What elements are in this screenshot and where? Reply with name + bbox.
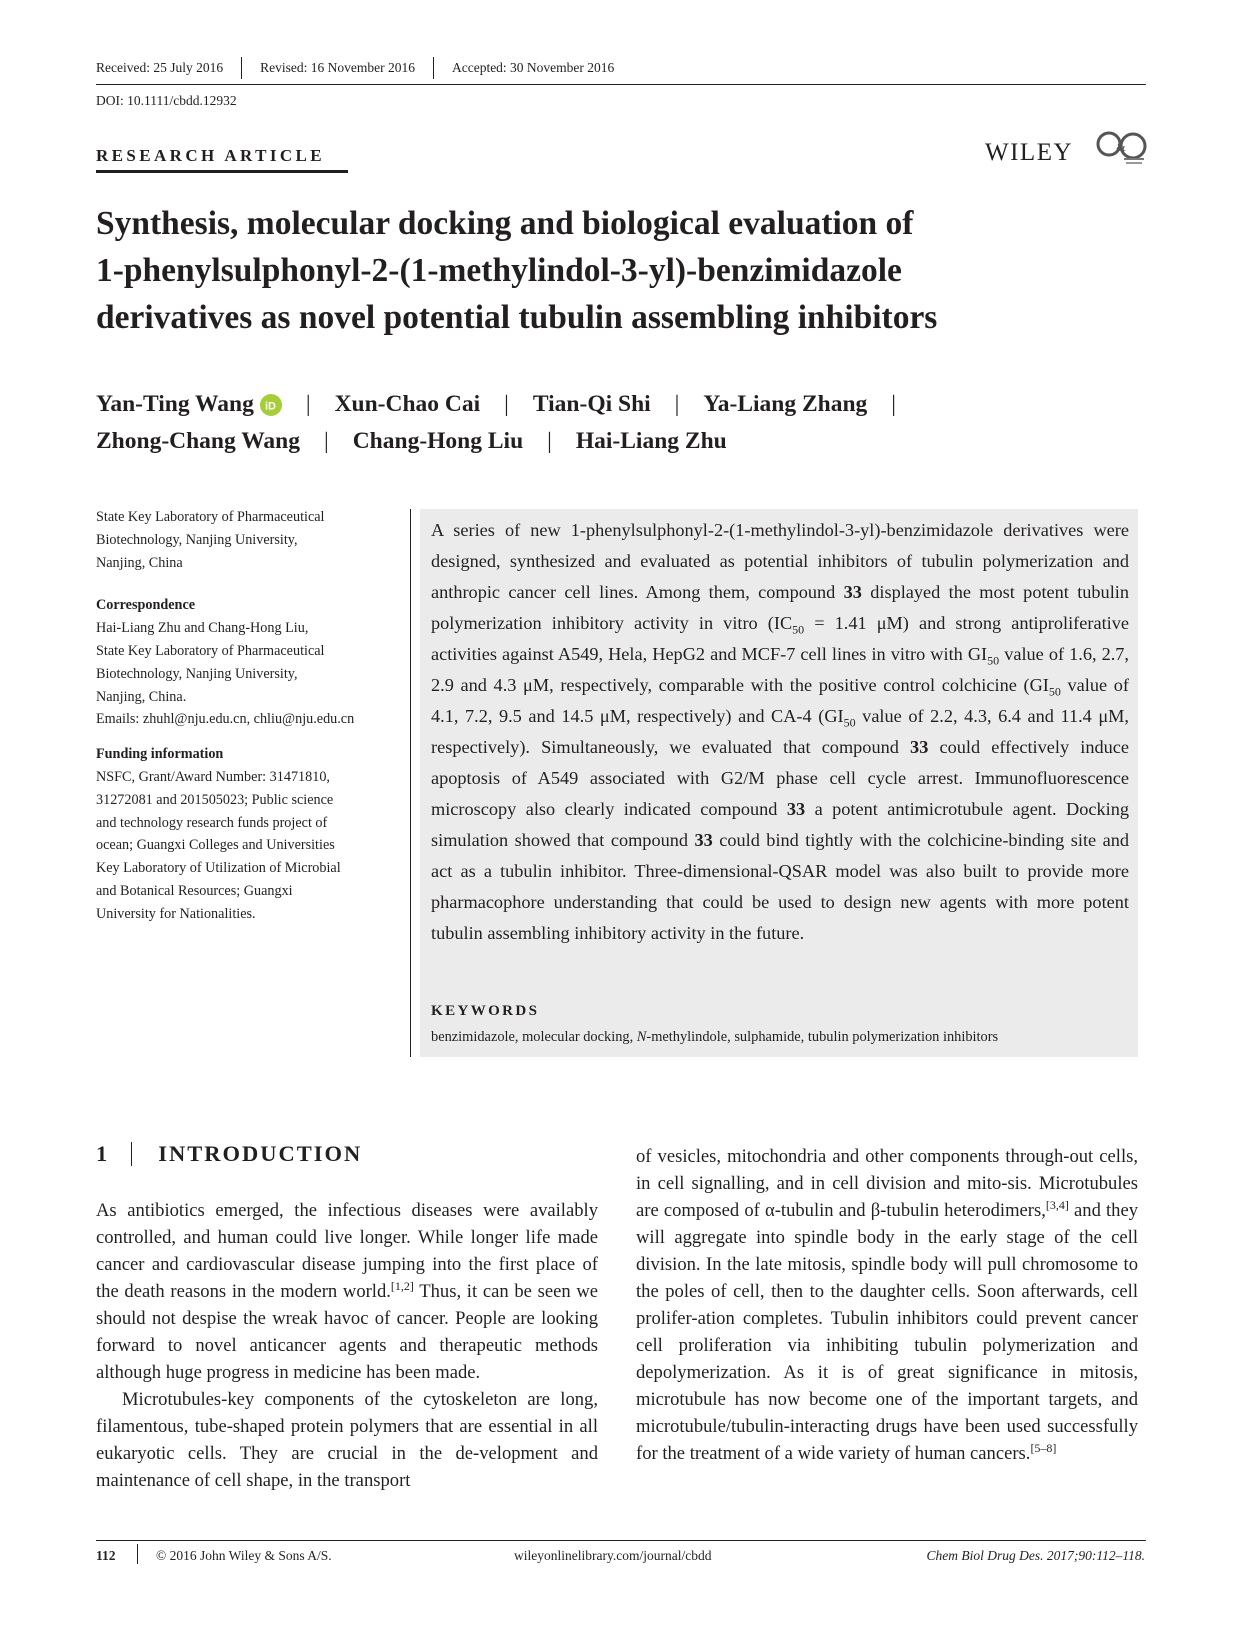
author-name[interactable]: Chang-Hong Liu [352, 428, 524, 454]
article-type: RESEARCH ARTICLE [96, 146, 326, 165]
correspondence-line: Biotechnology, Nanjing University, [96, 665, 298, 682]
footer-rule [96, 1540, 1146, 1541]
affiliation-sidebar [96, 506, 406, 938]
doi[interactable]: DOI: 10.1111/cbdd.12932 [96, 93, 237, 108]
citation-ref[interactable]: [5–8] [1030, 1440, 1057, 1455]
title-line: 1-phenylsulphonyl-2-(1-methylindol-3-yl)-benzimidazole [96, 252, 902, 289]
correspondence-emails[interactable]: Emails: zhuhl@nju.edu.cn, chliu@nju.edu.cn [96, 711, 355, 728]
funding-line: University for Nationalities. [96, 905, 256, 922]
funding-heading: Funding information [96, 746, 224, 763]
body-column-right [636, 1143, 1138, 1467]
title-line: derivatives as novel potential tubulin assembling inhibitors [96, 299, 938, 336]
article-type-underline [96, 170, 348, 173]
funding-line: ocean; Guangxi Colleges and Universities [96, 837, 335, 854]
correspondence [96, 594, 406, 731]
body-column-left [96, 1197, 598, 1494]
page-number: 112 [96, 1548, 116, 1563]
author-name[interactable]: Xun-Chao Cai [334, 391, 481, 417]
author-separator: | [674, 391, 680, 417]
correspondence-line: State Key Laboratory of Pharmaceutical [96, 642, 325, 659]
journal-citation: Chem Biol Drug Des. 2017;90:112–118. [926, 1548, 1145, 1563]
funding-information [96, 743, 406, 925]
author-line [96, 386, 1146, 423]
citation-ref[interactable]: [3,4] [1045, 1197, 1069, 1212]
paragraph: As antibiotics emerged, the infectious diseases were availably controlled, and human could live longer. While longer life made cancer and cardiovascular disease jumping into the first place of the death reasons in the modern world.[1,2] Thus, it can be seen we should not despise the wreak havoc of cancer. People are looking forward to novel anticancer agents and therapeutic methods although huge progress in medicine has been made. [96, 1200, 598, 1383]
section-number: 1 [96, 1141, 108, 1166]
date-separator [241, 57, 242, 79]
compound-number: 33 [910, 737, 929, 757]
accepted-date: Accepted: 30 November 2016 [451, 60, 615, 75]
affiliation [96, 506, 406, 574]
compound-number: 33 [843, 582, 862, 602]
journal-url[interactable]: wileyonlinelibrary.com/journal/cbdd [514, 1548, 712, 1563]
author-list [96, 386, 1146, 460]
compound-number: 33 [694, 830, 713, 850]
title-line: Synthesis, molecular docking and biological evaluation of [96, 205, 914, 242]
citation-ref[interactable]: [1,2] [390, 1278, 414, 1293]
funding-line: 31272081 and 201505023; Public science [96, 791, 334, 808]
section-separator [131, 1142, 132, 1166]
author-name[interactable]: Tian-Qi Shi [532, 391, 651, 417]
compound-number: 33 [786, 799, 806, 819]
correspondence-line: Hai-Liang Zhu and Chang-Hong Liu, [96, 620, 309, 637]
paragraph: of vesicles, mitochondria and other components through-out cells, in cell signalling, and in cell division and mito-sis. Microtubules are composed of α-tubulin and β-tubulin heterodimers,[3,4] and they will aggregate into spindle body in the early stage of the cell division. In the late mitosis, spindle body will pull chromosome to the poles of cell, then to the daughter cells. Soon afterwards, cell prolifer-ation completes. Tubulin inhibitors could prevent cancer cell proliferation via inhibiting tubulin polymerization and depolymerization. As it is of great significance in mitosis, microtubule has now become one of the important targets, and microtubule/tubulin-interacting drugs have been used successfully for the treatment of a wide variety of human cancers.[5–8] [636, 1146, 1139, 1464]
author-separator: | [323, 428, 329, 454]
article-title [96, 200, 1146, 341]
abstract-text: A series of new 1-phenylsulphonyl-2-(1-methylindol-3-yl)-benzimidazole derivatives were designed, synthesized and evaluated as potential inhibitors of tubulin polymerization and anthropic cancer cell lines. Among them, compound 33 displayed the most potent tubulin polymerization inhibitory activity in vitro ($IC_{50} = 1.41$ μM) and strong antiproliferative activities against A549, Hela, HepG2 and MCF-7 cell lines in vitro with $GI_{50}$ value of 1.6, 2.7, 2.9 and 4.3 μM, respectively, comparable with the positive control colchicine ($GI_{50}$ value of 4.1, 7.2, 9.5 and 14.5 μM, respectively) and CA-4 ($GI_{50}$ value of 2.2, 4.3, 6.4 and 11.4 μM, respectively). Simultaneously, we evaluated that compound 33 could effectively induce apoptosis of A549 associated with G2/M phase cell cycle arrest. Immunofluorescence microscopy also clearly indicated compound 33 a potent antimicrotubule agent. Docking simulation showed that compound 33 could bind tightly with the colchicine-binding site and act as a tubulin inhibitor. Three-dimensional-QSAR model was also built to provide more pharmacophore understanding that could be used to design new agents with more potent tubulin assembling inhibitory activity in the future. [431, 520, 1130, 943]
footer-separator [137, 1544, 138, 1564]
publisher-logo: WILEY [985, 139, 1074, 166]
funding-line: and technology research funds project of [96, 814, 328, 831]
affiliation-line: State Key Laboratory of Pharmaceutical [96, 509, 325, 525]
history-dates [96, 60, 614, 79]
received-date: Received: 25 July 2016 [96, 60, 224, 75]
paragraph: Microtubules-key components of the cytoskeleton are long, filamentous, tube-shaped protein polymers that are essential in all eukaryotic cells. They are crucial in the de-velopment and maintenance of cell shape, in the transport [96, 1389, 598, 1491]
keywords-list: benzimidazole, molecular docking, N-methylindole, sulphamide, tubulin polymerization inhibitors [431, 1029, 999, 1045]
correspondence-heading: Correspondence [96, 597, 196, 614]
correspondence-line: Nanjing, China. [96, 688, 187, 705]
copyright: © 2016 John Wiley & Sons A/S. [156, 1548, 332, 1563]
affiliation-line: Nanjing, China [96, 554, 183, 571]
svg-text:&: & [1116, 140, 1126, 154]
funding-line: NSFC, Grant/Award Number: 31471810, [96, 768, 330, 785]
affiliation-line: Biotechnology, Nanjing University, [96, 531, 298, 548]
svg-text:iD: iD [264, 400, 276, 412]
keywords-heading: KEYWORDS [431, 1003, 540, 1019]
author-separator: | [547, 428, 552, 454]
funding-line: and Botanical Resources; Guangxi [96, 882, 293, 899]
section-heading [96, 1141, 362, 1167]
journal-logo-icon [1095, 128, 1149, 168]
author-separator: | [305, 391, 311, 417]
author-separator: | [891, 391, 897, 417]
abstract-rule [410, 509, 411, 1057]
revised-date: Revised: 16 November 2016 [260, 60, 415, 75]
author-separator: | [504, 391, 509, 417]
funding-line: Key Laboratory of Utilization of Microbial [96, 860, 341, 877]
date-separator [433, 57, 434, 79]
section-title: INTRODUCTION [158, 1141, 363, 1166]
author-name[interactable]: Hai-Liang Zhu [575, 428, 727, 454]
author-name[interactable]: Zhong-Chang Wang [96, 428, 300, 454]
author-line [96, 423, 1146, 460]
author-name[interactable]: Ya-Liang Zhang [703, 391, 868, 417]
header-rule [96, 84, 1146, 85]
author-name[interactable]: Yan-Ting Wang [96, 391, 254, 417]
orcid-icon[interactable] [260, 394, 282, 416]
abstract-box [420, 509, 1138, 1057]
